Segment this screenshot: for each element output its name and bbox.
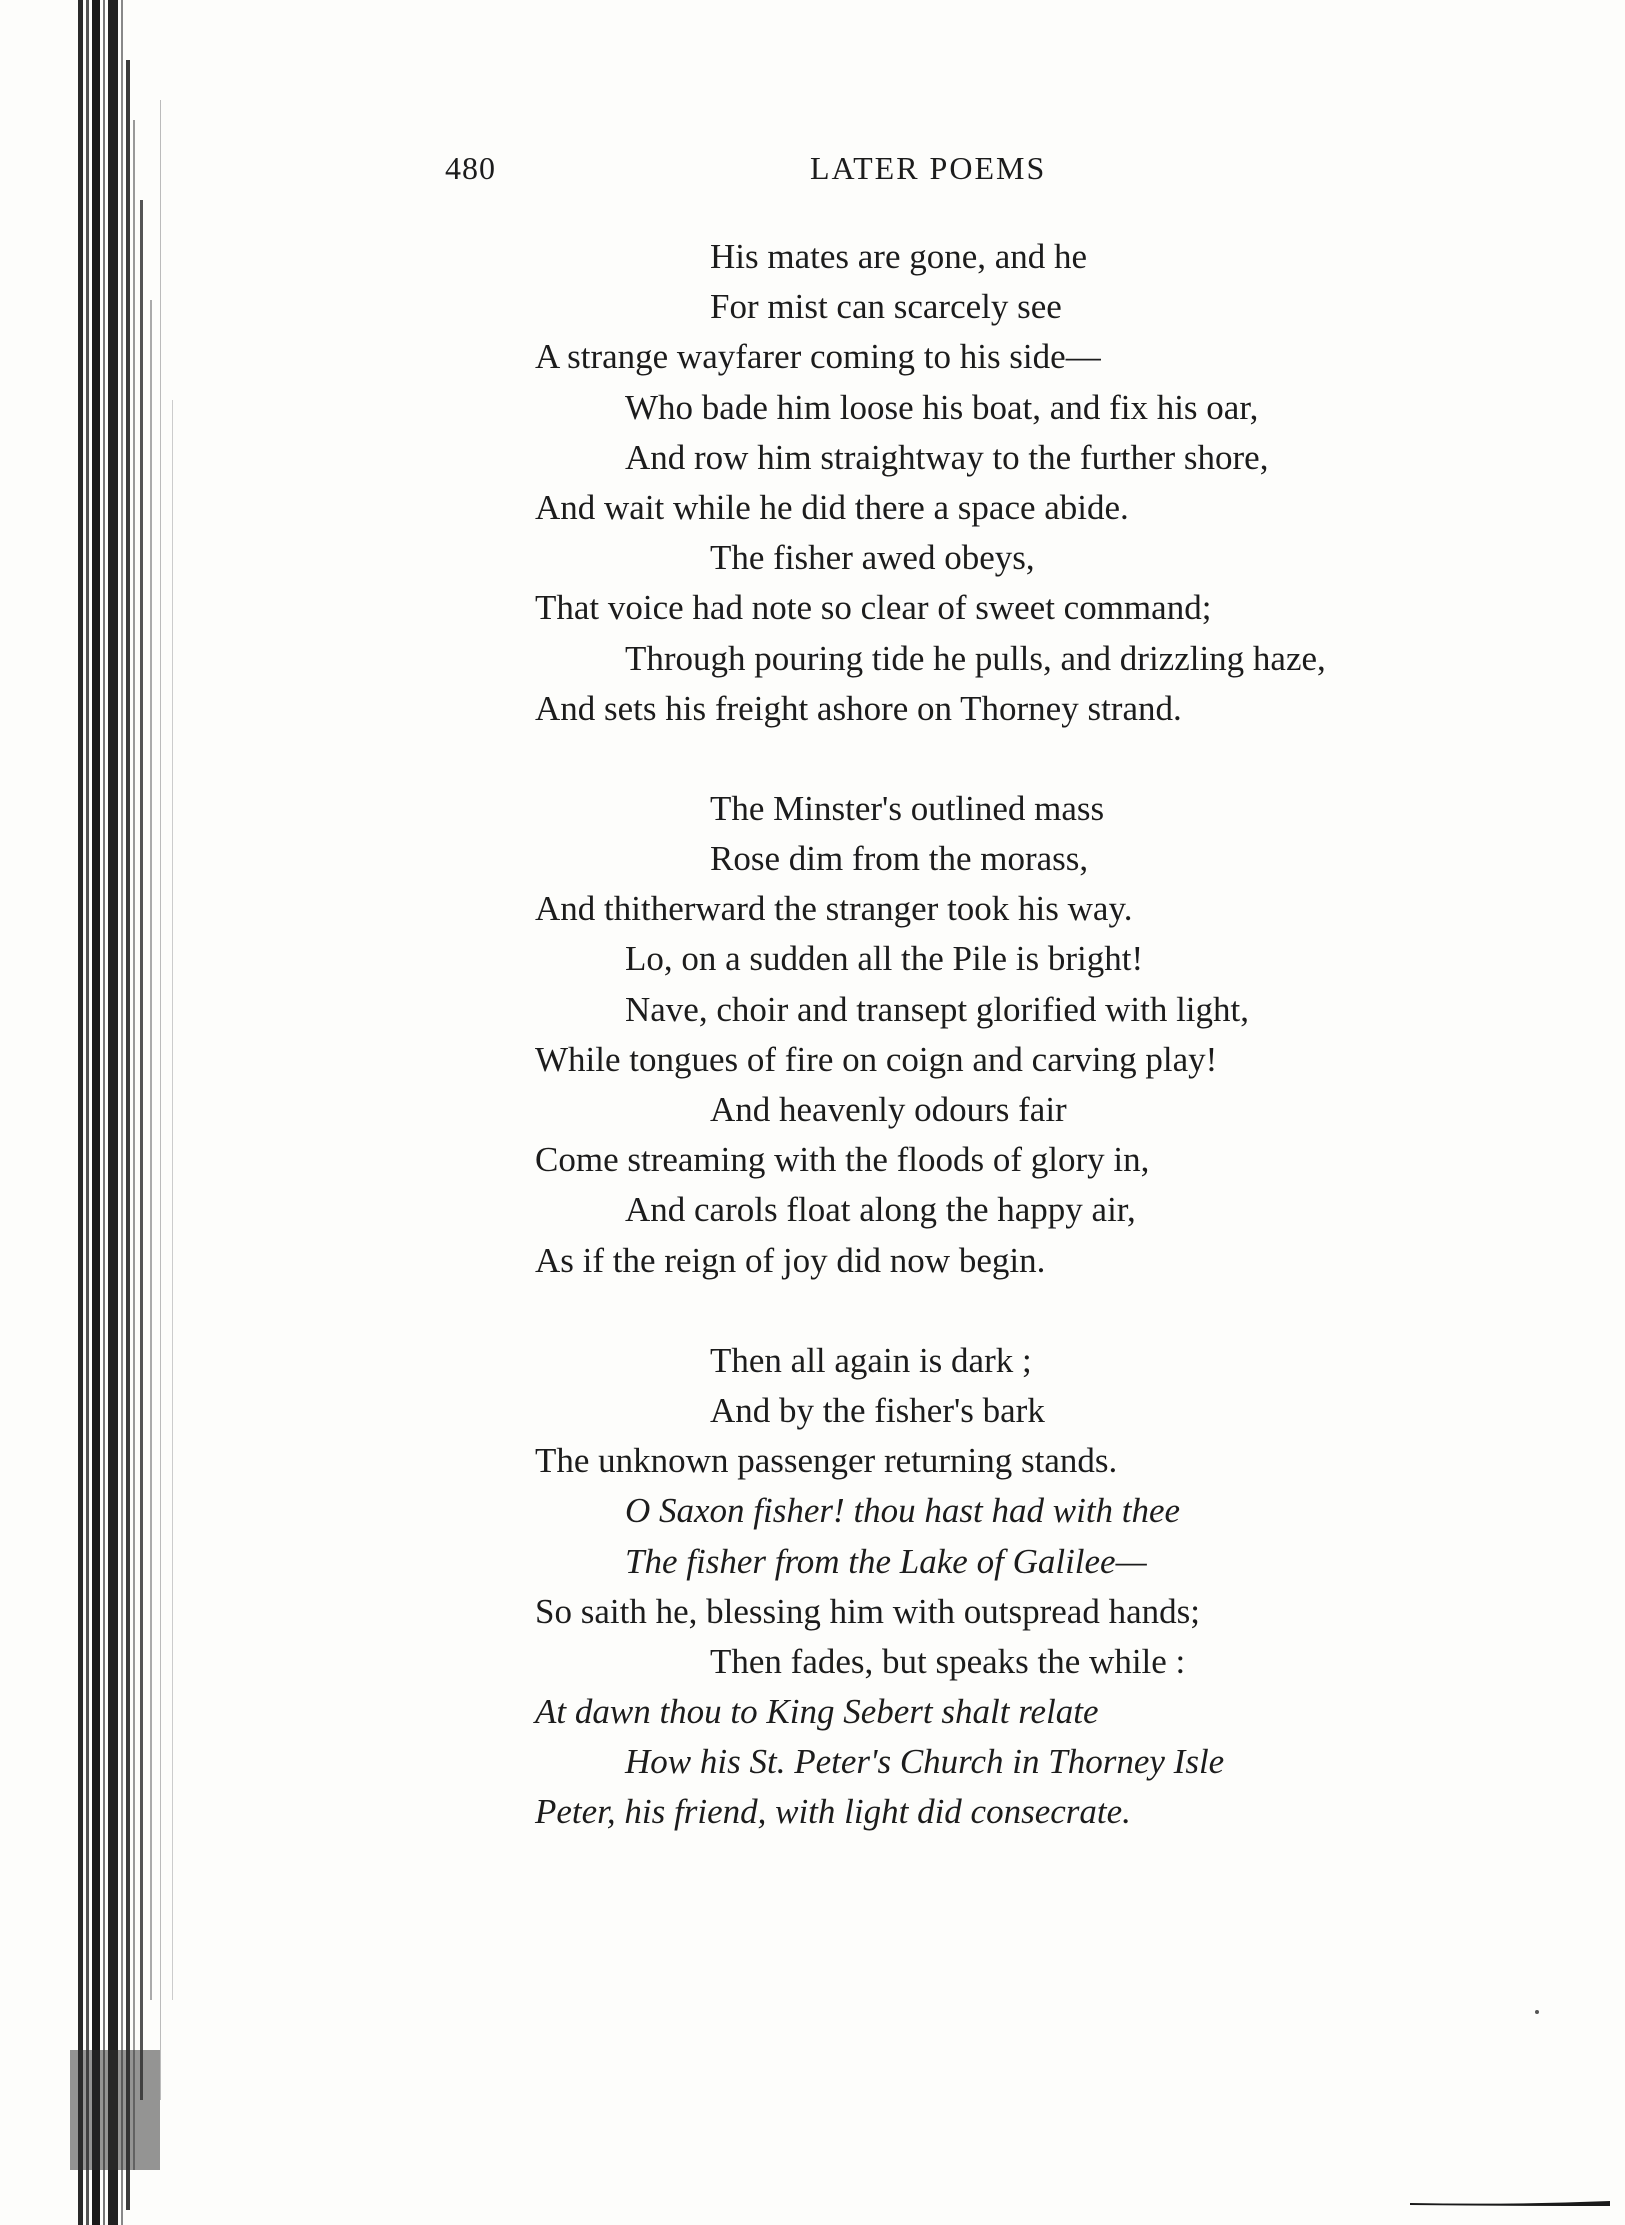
poem-line: Who bade him loose his boat, and fix his oar, xyxy=(625,387,1259,427)
poem-line: And sets his freight ashore on Thorney strand. xyxy=(535,688,1182,728)
poem-line-italic: O Saxon fisher! thou hast had with thee xyxy=(625,1491,1181,1531)
poem-line: The Minster's outlined mass xyxy=(710,788,1105,828)
poem-line: The fisher awed obeys, xyxy=(710,538,1035,578)
poem-line: And thitherward the stranger took his way. xyxy=(535,889,1133,929)
poem-line: Then fades, but speaks the while : xyxy=(710,1641,1186,1681)
page-header xyxy=(0,150,1625,200)
scan-edge-mark xyxy=(1410,2200,1610,2206)
stanza-3 xyxy=(535,1336,1535,1838)
poem-line: That voice had note so clear of sweet command; xyxy=(535,588,1212,628)
ink-speck xyxy=(1535,2010,1539,2014)
stanza-2 xyxy=(535,784,1535,1286)
poem-line-italic: The fisher from the Lake of Galilee— xyxy=(625,1541,1147,1581)
poem-line: So saith he, blessing him with outspread hands; xyxy=(535,1591,1200,1631)
poem-line: And heavenly odours fair xyxy=(710,1090,1067,1129)
poem-line: Rose dim from the morass, xyxy=(710,839,1089,879)
book-gutter-scan-edge xyxy=(0,0,190,2225)
page-number: 480 xyxy=(445,150,496,186)
poem-line: As if the reign of joy did now begin. xyxy=(535,1240,1046,1280)
poem-line: And carols float along the happy air, xyxy=(625,1190,1136,1230)
poem-line: A strange wayfarer coming to his side— xyxy=(535,337,1101,377)
poem-line: And row him straightway to the further shore, xyxy=(625,437,1269,477)
poem-body xyxy=(535,232,1535,1838)
poem-line-italic: Peter, his friend, with light did consecrate. xyxy=(535,1792,1131,1832)
poem-line: Lo, on a sudden all the Pile is bright! xyxy=(625,939,1144,979)
poem-line: Through pouring tide he pulls, and drizzling haze, xyxy=(625,638,1326,678)
poem-line: And wait while he did there a space abide. xyxy=(535,487,1129,527)
poem-line-italic: How his St. Peter's Church in Thorney Isle xyxy=(625,1742,1225,1782)
poem-line: While tongues of fire on coign and carving play! xyxy=(535,1039,1218,1079)
running-title: LATER POEMS xyxy=(810,150,1047,186)
poem-line: The unknown passenger returning stands. xyxy=(535,1441,1118,1481)
poem-line: And by the fisher's bark xyxy=(710,1390,1045,1430)
poem-line: Come streaming with the floods of glory in, xyxy=(535,1140,1150,1180)
poem-line: Then all again is dark ; xyxy=(710,1340,1032,1380)
stanza-1 xyxy=(535,232,1535,734)
poem-line-italic: At dawn thou to King Sebert shalt relate xyxy=(535,1692,1099,1732)
poem-line: His mates are gone, and he xyxy=(710,237,1088,276)
poem-line: For mist can scarcely see xyxy=(710,287,1062,327)
poem-line: Nave, choir and transept glorified with light, xyxy=(625,989,1250,1029)
